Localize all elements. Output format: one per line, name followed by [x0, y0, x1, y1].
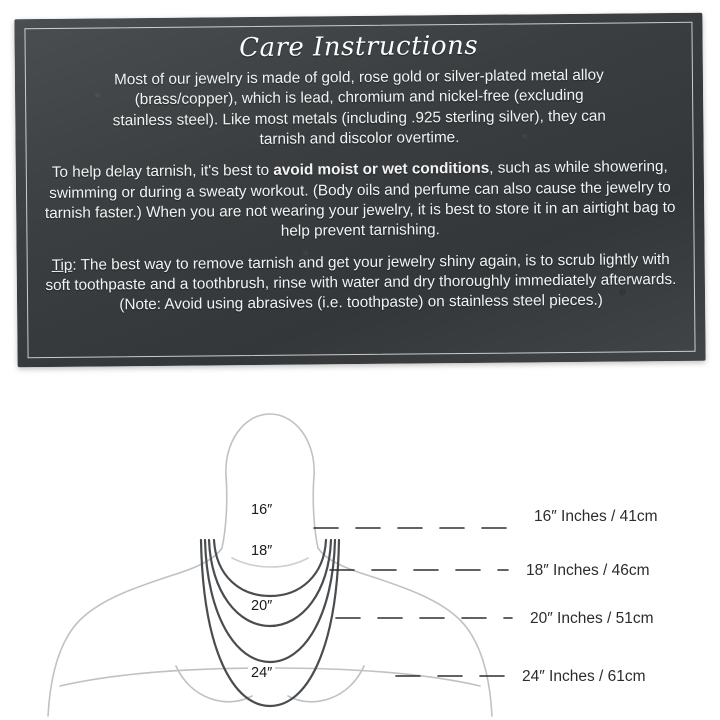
- tarnish-text-part1: To help delay tarnish, it's best to: [51, 162, 274, 182]
- card-content: [40, 27, 679, 353]
- necklace-size-chart: [0, 380, 720, 720]
- chain-tag-16: 16″: [248, 502, 275, 518]
- care-paragraph-tarnish: [42, 157, 679, 244]
- materials-line-4: tarnish and discolor overtime.: [259, 129, 460, 148]
- materials-line-2: (brass/copper), which is lead, chromium and nickel-free (excluding: [134, 87, 584, 109]
- care-instructions-card: [14, 13, 705, 368]
- tip-text: : The best way to remove tarnish and get your jewelry shiny again, is to scrub lightly with soft toothpaste and a toothbrush, rinse with water and dry thoroughly immediately afterwards. (Note: Avoid using abrasives (i.e. toothpaste) on stainless steel pieces.): [45, 250, 677, 314]
- legend-item-20: 20″ Inches / 51cm: [530, 610, 654, 627]
- care-paragraph-tip: [43, 250, 680, 317]
- legend-item-18: 18″ Inches / 46cm: [526, 562, 650, 579]
- chain-tag-24: 24″: [248, 665, 275, 681]
- body-outline-bust-right: [288, 666, 364, 702]
- care-paragraph-materials: [41, 65, 678, 152]
- body-outline-neck-right: [313, 476, 318, 548]
- tip-label: Tip: [51, 256, 73, 274]
- chain-tag-18: 18″: [248, 543, 275, 559]
- body-outline-neck-left: [222, 476, 227, 548]
- card-title: Care Instructions: [238, 30, 479, 64]
- legend-item-24: 24″ Inches / 61cm: [522, 668, 646, 685]
- legend-item-16: 16″ Inches / 41cm: [534, 508, 658, 525]
- tarnish-text-part2: , such as while showering, swimming or during a sweaty workout. (Body oils and perfume can also cause the jewelry to tarnish faster.) When you are not wearing your jewelry, it is best to store it in an airtight bag to help prevent tarnishing.: [44, 158, 676, 241]
- body-outline-collarbone: [232, 558, 308, 567]
- body-outline-head: [226, 414, 314, 476]
- chain-tag-20: 20″: [248, 598, 275, 614]
- tarnish-emphasis: avoid moist or wet conditions: [273, 160, 490, 180]
- materials-line-3: stainless steel). Like most metals (including .925 sterling silver), they can: [112, 107, 606, 130]
- body-outline-bust-left: [176, 666, 252, 702]
- materials-line-1: Most of our jewelry is made of gold, rose gold or silver-plated metal alloy: [113, 66, 604, 89]
